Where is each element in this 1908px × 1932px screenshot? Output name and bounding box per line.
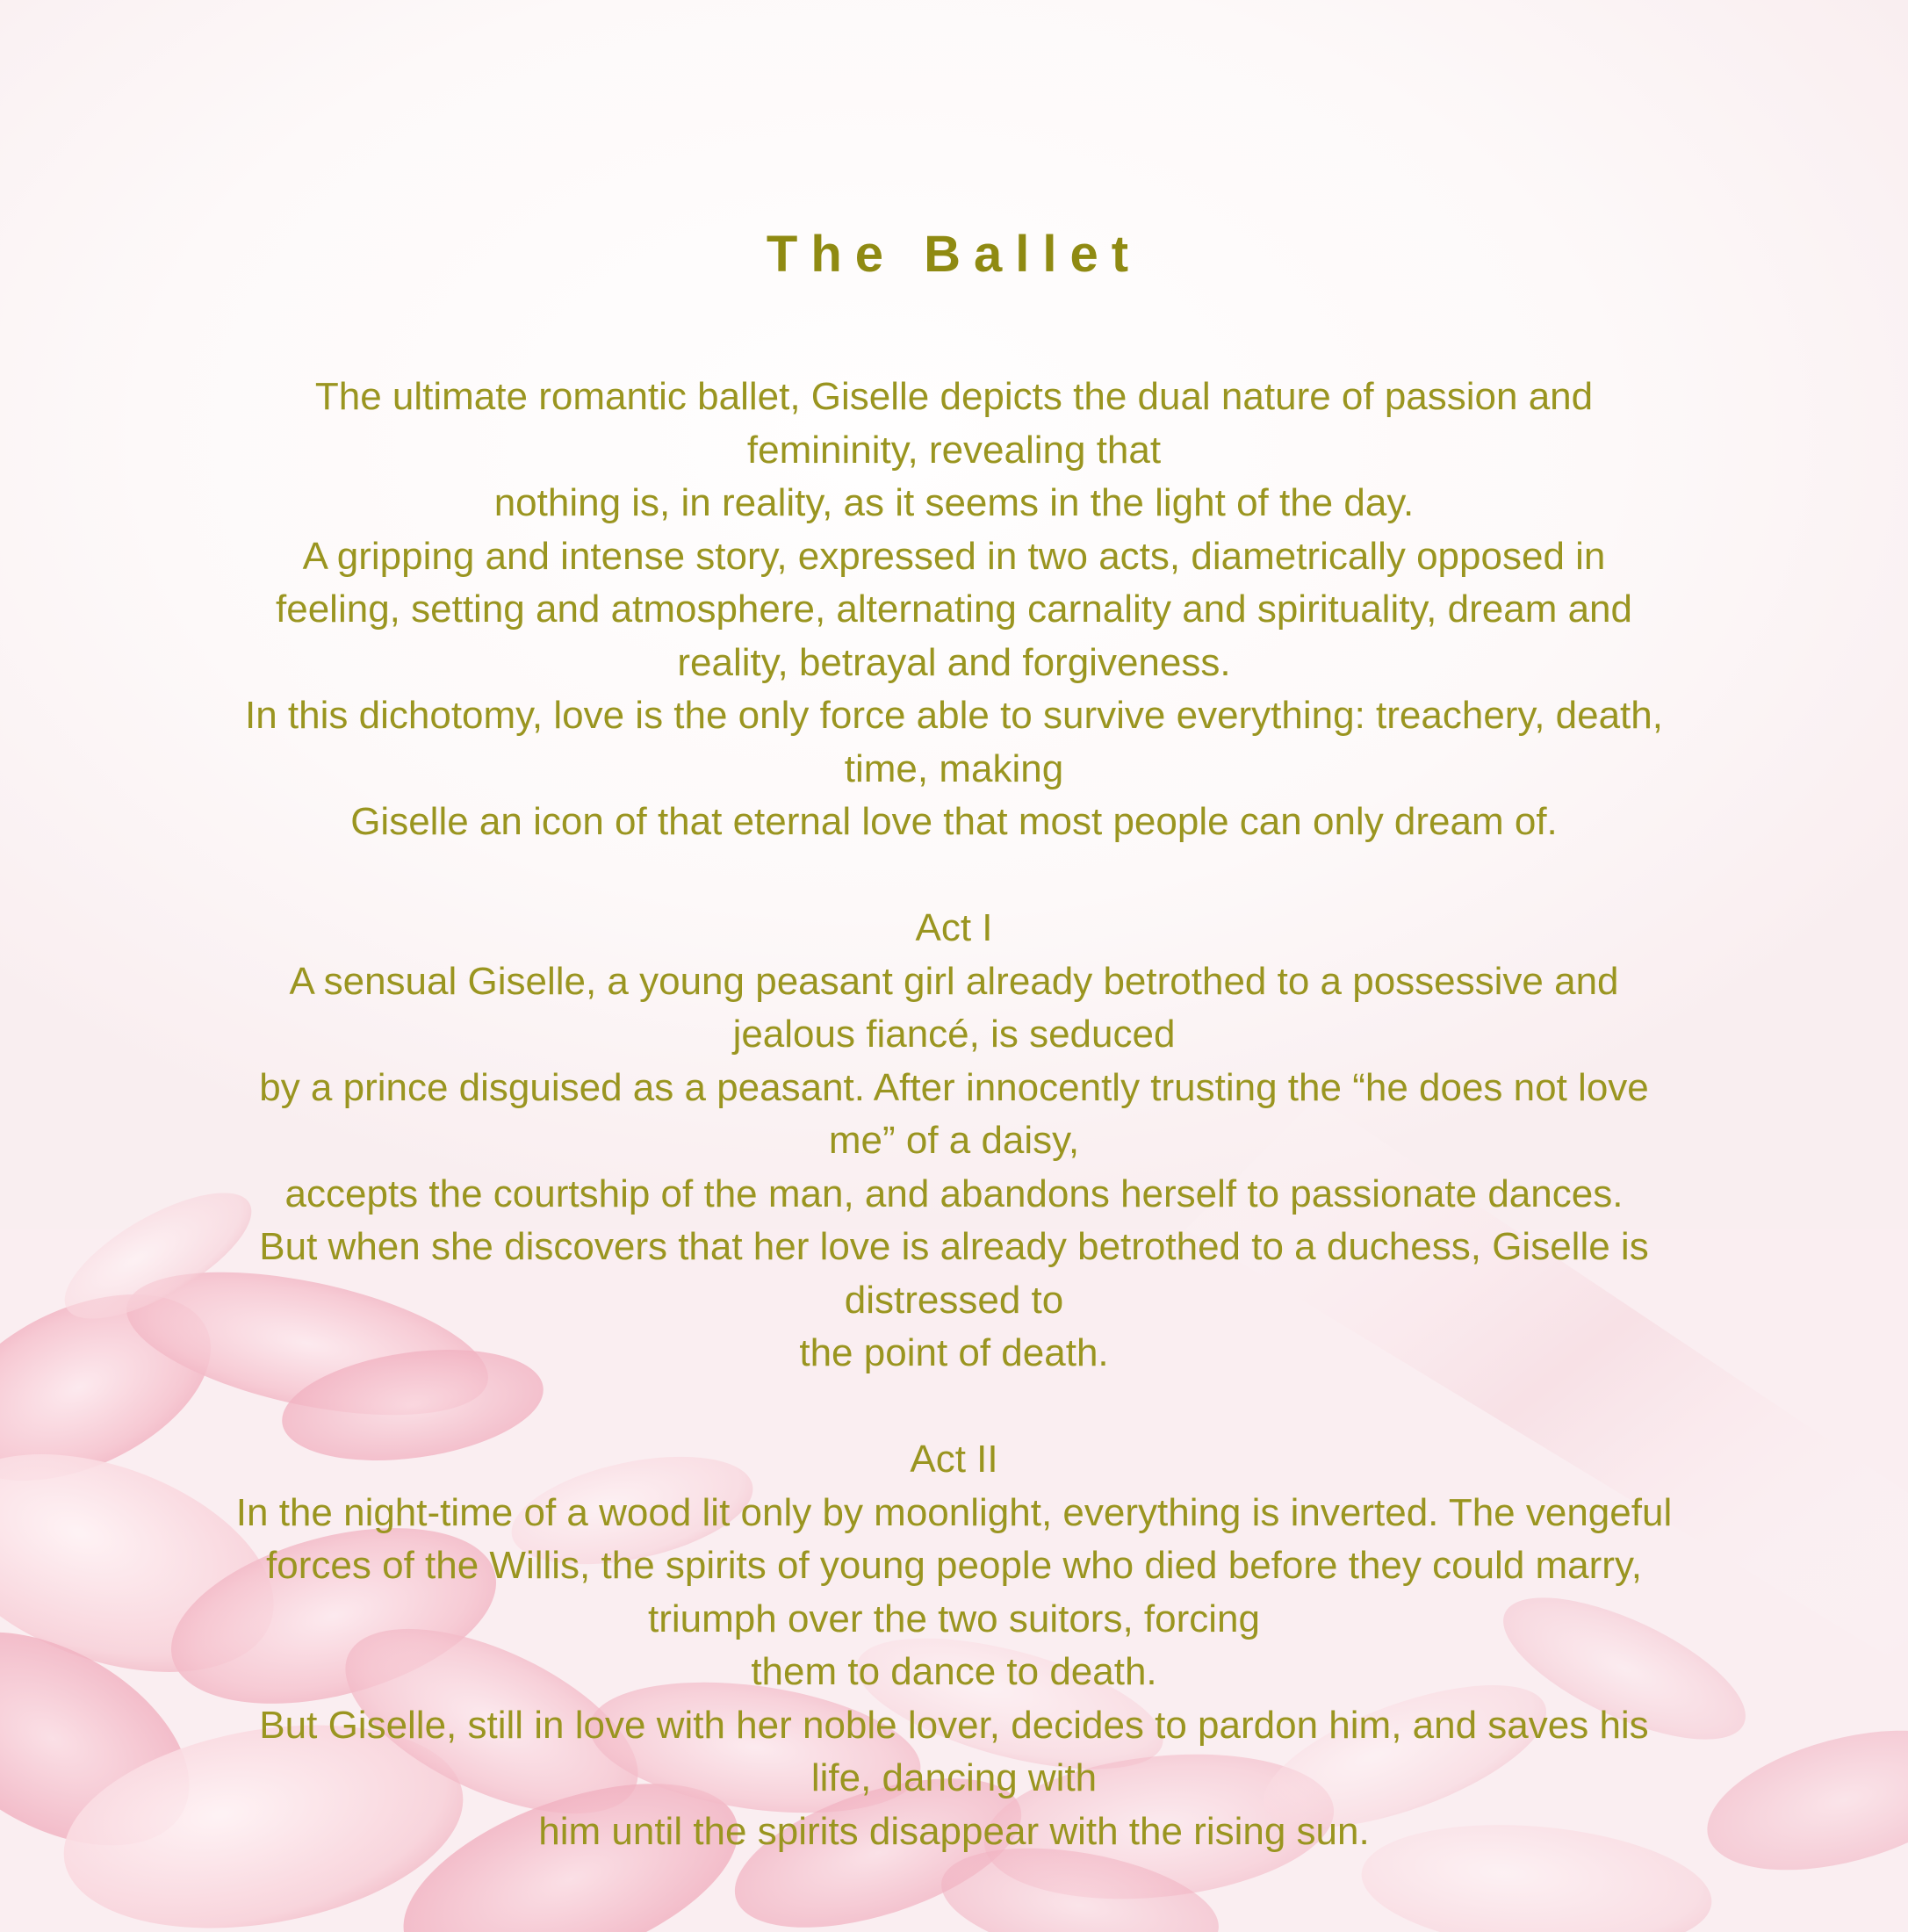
text-line: life, dancing with [810, 1756, 1098, 1799]
text-line: The ultimate romantic ballet, Giselle depicts the dual nature of passion and [314, 375, 1594, 418]
text-line: nothing is, in reality, as it seems in the light of the day. [493, 481, 1415, 524]
spacer [88, 849, 1820, 903]
text-line: triumph over the two suitors, forcing [648, 1597, 1260, 1640]
text-line: Giselle an icon of that eternal love that most people can only dream of. [350, 800, 1558, 843]
text-line: But when she discovers that her love is already betrothed to a duchess, Giselle is [259, 1225, 1649, 1268]
text-line: the point of death. [799, 1331, 1109, 1374]
spacer [88, 1381, 1820, 1434]
text-line: reality, betrayal and forgiveness. [677, 640, 1231, 684]
text-line: me” of a daisy, [828, 1119, 1080, 1162]
text-line: by a prince disguised as a peasant. After innocently trusting the “he does not love [259, 1065, 1649, 1109]
text-line: jealous fiancé, is seduced [732, 1013, 1176, 1056]
act-2-heading: Act II [910, 1438, 998, 1481]
text-line: distressed to [844, 1278, 1064, 1322]
act-1-heading: Act I [915, 906, 993, 949]
act-2-section [88, 1433, 1820, 1858]
text-line: In the night-time of a wood lit only by moonlight, everything is inverted. The vengeful [235, 1490, 1673, 1534]
text-line: time, making [844, 746, 1064, 790]
ballet-description [88, 220, 1820, 1858]
text-line: forces of the Willis, the spirits of young people who died before they could marry, [266, 1544, 1642, 1587]
text-line: feeling, setting and atmosphere, alternating carnality and spirituality, dream and [276, 588, 1632, 631]
text-line: In this dichotomy, love is the only force able to survive everything: treachery, death, [245, 694, 1663, 737]
intro-paragraph [88, 371, 1820, 849]
text-line: A gripping and intense story, expressed in two acts, diametrically opposed in [302, 534, 1606, 578]
text-line: accepts the courtship of the man, and abandons herself to passionate dances. [284, 1171, 1624, 1215]
page-title: The Ballet [766, 226, 1142, 283]
text-line: femininity, revealing that [746, 428, 1162, 472]
text-line: A sensual Giselle, a young peasant girl already betrothed to a possessive and [289, 959, 1619, 1003]
text-line: But Giselle, still in love with her noble lover, decides to pardon him, and saves his [259, 1703, 1649, 1747]
act-1-section [88, 902, 1820, 1381]
text-line: them to dance to death. [751, 1650, 1157, 1693]
text-line: him until the spirits disappear with the rising sun. [538, 1809, 1370, 1853]
